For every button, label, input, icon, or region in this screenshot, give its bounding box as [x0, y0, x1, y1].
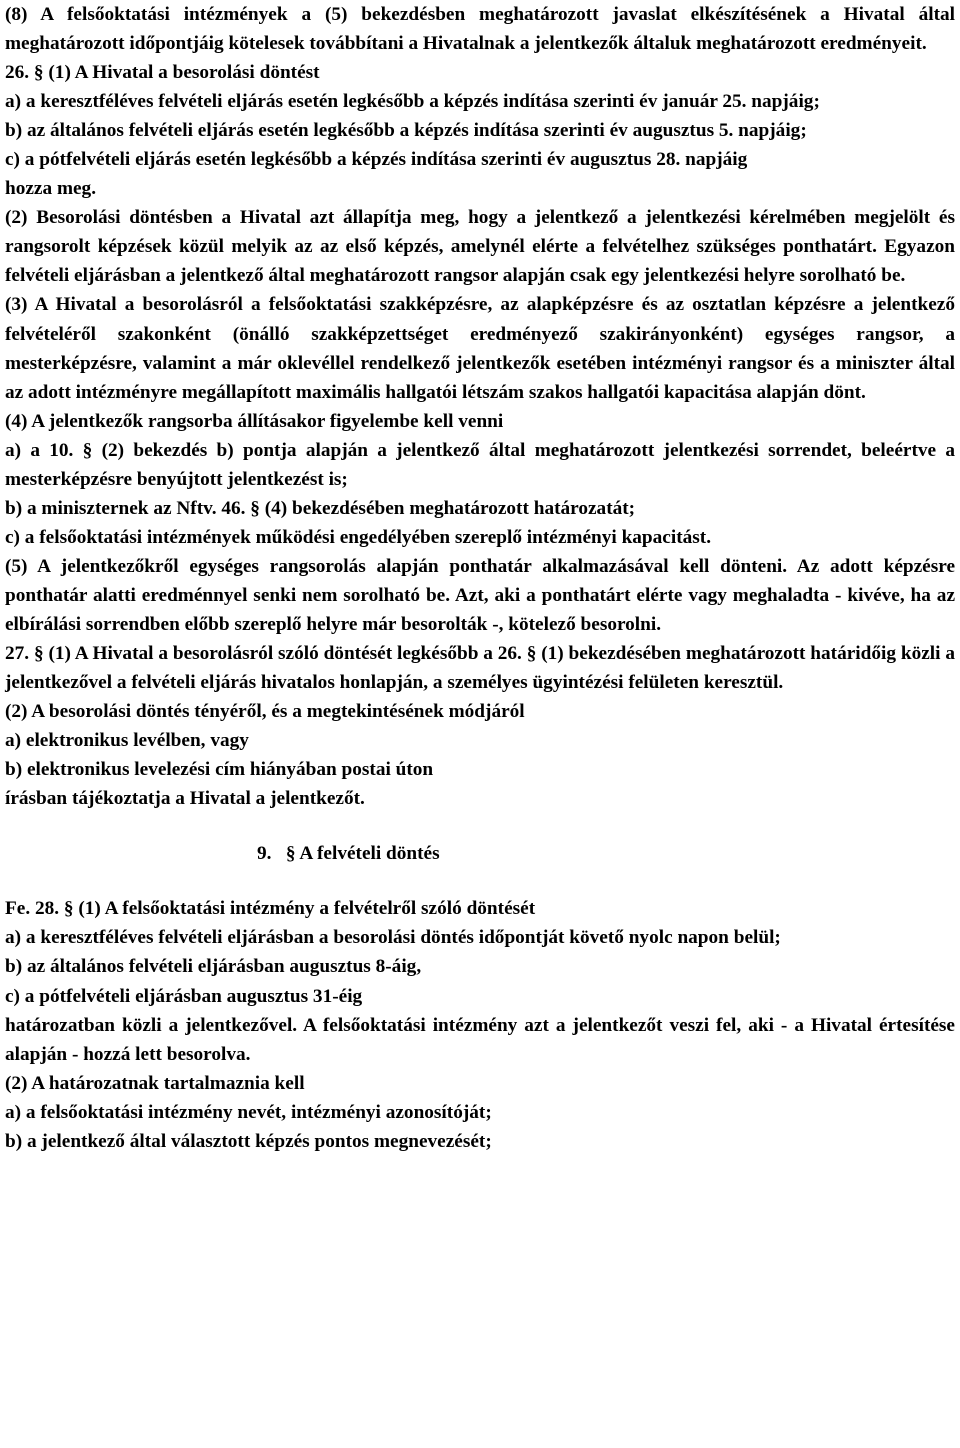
- paragraph: c) a pótfelvételi eljárásban augusztus 31-éig: [5, 985, 363, 1007]
- paragraph: (2) A határozatnak tartalmaznia kell: [5, 1072, 305, 1094]
- paragraph: (8) A felsőoktatási intézmények a (5) bekezdésben meghatározott javaslat elkészítésének a Hivatal által meghatározott időpontjáig kötelesek továbbítani a Hivatalnak a jelentkezők általuk meghatározott eredményeit.: [5, 4, 955, 55]
- paragraph: a) a felsőoktatási intézmény nevét, intézményi azonosítóját;: [5, 1101, 492, 1123]
- paragraph: b) a jelentkező által választott képzés pontos megnevezését;: [5, 1130, 492, 1152]
- paragraph: b) az általános felvételi eljárásban augusztus 8-áig,: [5, 956, 422, 978]
- paragraph: (5) A jelentkezőkről egységes rangsorolás alapján ponthatár alkalmazásával kell dönteni. Az adott képzésre ponthatár alatti eredménnyel senki nem sorolható be. Azt, aki a ponthatárt elérte vagy meghaladta - kivéve, ha az elbírálási sorrendben előbb szereplő helyre már besorolták -, kötelező besorolni.: [5, 555, 955, 635]
- paragraph: a) a keresztféléves felvételi eljárás esetén legkésőbb a képzés indítása szerinti év január 25. napjáig;: [5, 91, 820, 113]
- paragraph: b) a miniszternek az Nftv. 46. § (4) bekezdésében meghatározott határozatát;: [5, 497, 636, 519]
- paragraph: c) a felsőoktatási intézmények működési engedélyében szereplő intézményi kapacitást.: [5, 526, 712, 548]
- paragraph: a) elektronikus levélben, vagy: [5, 730, 249, 752]
- paragraph: (2) A besorolási döntés tényéről, és a megtekintésének módjáról: [5, 701, 525, 723]
- paragraph: (3) A Hivatal a besorolásról a felsőoktatási szakképzésre, az alapképzésre és az osztatlan képzésre a jelentkező felvételéről szakonként (önálló szakképzettséget eredményező szakirányonként) egységes rangsor, a mesterképzésre, valamint a már oklevéllel rendelkező jelentkezők esetében intézményi rangsor és a miniszter által az adott intézményre megállapított maximális hallgatói létszám szakos hallgatói kapacitása alapján dönt.: [5, 294, 955, 403]
- paragraph: határozatban közli a jelentkezővel. A felsőoktatási intézmény azt a jelentkezőt veszi fel, aki - a Hivatal értesítése alapján - hozzá lett besorolva.: [5, 1014, 955, 1065]
- paragraph: írásban tájékoztatja a Hivatal a jelentkezőt.: [5, 788, 365, 810]
- paragraph: 27. § (1) A Hivatal a besorolásról szóló döntését legkésőbb a 26. § (1) bekezdésében meghatározott határidőig közli a jelentkezővel a felvételi eljárás hivatalos honlapján, a személyes ügyintézési felületen keresztül.: [5, 643, 955, 694]
- paragraph: hozza meg.: [5, 178, 97, 200]
- paragraph: a) a 10. § (2) bekezdés b) pontja alapján a jelentkező által meghatározott jelentkezési sorrendet, beleértve a mesterképzésre benyújtott jelentkezést is;: [5, 439, 955, 490]
- paragraph: b) az általános felvételi eljárás esetén legkésőbb a képzés indítása szerinti év augusztus 5. napjáig;: [5, 120, 807, 142]
- section-heading: 9. § A felvételi döntés: [257, 843, 440, 865]
- paragraph: c) a pótfelvételi eljárás esetén legkésőbb a képzés indítása szerinti év augusztus 28. napjáig: [5, 149, 748, 171]
- paragraph: (4) A jelentkezők rangsorba állításakor figyelembe kell venni: [5, 410, 504, 432]
- paragraph: Fe. 28. § (1) A felsőoktatási intézmény a felvételről szóló döntését: [5, 898, 536, 920]
- paragraphs-after: [5, 894, 955, 1155]
- paragraph: (2) Besorolási döntésben a Hivatal azt állapítja meg, hogy a jelentkező a jelentkezési kérelmében megjelölt és rangsorolt képzések közül melyik az az első képzés, amelynél elérte a felvételhez szükséges ponthatárt. Egyazon felvételi eljárásban a jelentkező által meghatározott rangsor alapján csak egy jelentkezési helyre sorolható be.: [5, 207, 955, 287]
- paragraph: 26. § (1) A Hivatal a besorolási döntést: [5, 62, 320, 84]
- paragraphs-before: [5, 0, 955, 813]
- paragraph: a) a keresztféléves felvételi eljárásban a besorolási döntés időpontját követő nyolc napon belül;: [5, 927, 781, 949]
- document-page: [5, 0, 955, 1156]
- paragraph: b) elektronikus levelezési cím hiányában postai úton: [5, 759, 434, 781]
